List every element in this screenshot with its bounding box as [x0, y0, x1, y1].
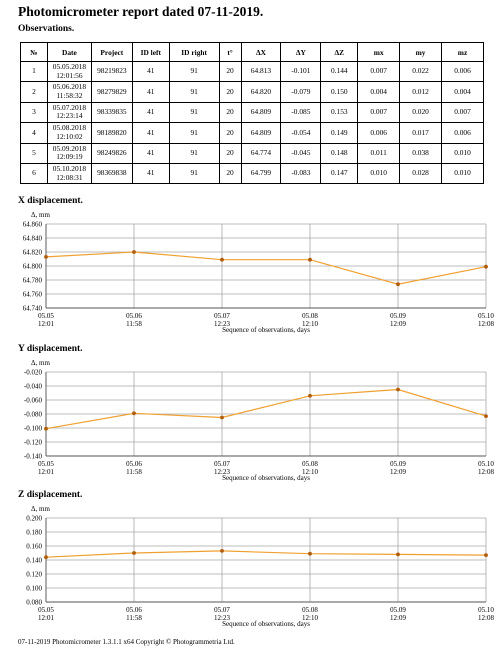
table-row [21, 62, 484, 82]
cell-date: 05.10.2018 12:08:31 [47, 163, 91, 183]
cell-my: 0.038 [400, 143, 442, 163]
x-tick-label: 05.06 [126, 606, 142, 614]
x-tick-label: 12:23 [214, 614, 230, 622]
x-tick-label: 12:09 [390, 614, 406, 622]
cell-dx: 64.820 [241, 82, 281, 102]
x-tick-label: 05.10 [478, 606, 494, 614]
cell-mz: 0.007 [442, 102, 484, 122]
cell-mx: 0.006 [358, 123, 400, 143]
y-tick-label: -0.040 [23, 382, 42, 391]
x-displacement-heading: X displacement. [18, 196, 83, 206]
cell-id-left: 41 [132, 123, 169, 143]
cell-mx: 0.004 [358, 82, 400, 102]
cell-id-right: 91 [169, 163, 219, 183]
x-tick-label: 05.06 [126, 460, 142, 468]
cell-mx: 0.007 [358, 102, 400, 122]
x-tick-label: 12:08 [478, 468, 494, 476]
cell-dx: 64.809 [241, 123, 281, 143]
y-tick-label: 0.200 [26, 514, 42, 523]
cell-id-right: 91 [169, 143, 219, 163]
x-axis-label: Sequence of observations, days [222, 474, 310, 482]
x-tick-label: 12:09 [390, 320, 406, 328]
cell-id-right: 91 [169, 102, 219, 122]
cell-project: 98279829 [91, 82, 132, 102]
y-tick-label: -0.120 [23, 438, 42, 447]
cell-dy: -0.085 [281, 102, 321, 122]
y-tick-label: 64.800 [22, 262, 42, 271]
x-axis-label: Sequence of observations, days [222, 326, 310, 334]
data-point [308, 258, 312, 262]
y-tick-label: 64.840 [22, 234, 42, 243]
cell-dy: -0.054 [281, 123, 321, 143]
cell-project: 98339835 [91, 102, 132, 122]
data-point [220, 549, 224, 553]
x-tick-label: 12:01 [38, 468, 54, 476]
cell-id-right: 91 [169, 123, 219, 143]
header-project: Project [91, 43, 132, 62]
y-tick-label: 64.780 [22, 276, 42, 285]
x-tick-label: 05.07 [214, 606, 230, 614]
x-tick-label: 05.08 [302, 460, 318, 468]
x-tick-label: 05.07 [214, 460, 230, 468]
data-point [396, 388, 400, 392]
x-axis-label: Sequence of observations, days [222, 620, 310, 628]
cell-temperature: 20 [219, 143, 241, 163]
x-tick-label: 12:23 [214, 468, 230, 476]
x-tick-label: 12:08 [478, 320, 494, 328]
y-tick-label: -0.140 [23, 452, 42, 461]
cell-mz: 0.006 [442, 62, 484, 82]
cell-mx: 0.011 [358, 143, 400, 163]
cell-dz: 0.148 [321, 143, 358, 163]
cell-id-left: 41 [132, 102, 169, 122]
y-displacement-heading: Y displacement. [18, 344, 83, 354]
y-tick-label: -0.060 [23, 396, 42, 405]
header-number: № [21, 43, 48, 62]
x-tick-label: 05.05 [38, 312, 54, 320]
cell-dz: 0.153 [321, 102, 358, 122]
x-tick-label: 12:01 [38, 320, 54, 328]
header-id-left: ID left [132, 43, 169, 62]
cell-number: 4 [21, 123, 48, 143]
x-tick-label: 05.08 [302, 312, 318, 320]
cell-id-right: 91 [169, 82, 219, 102]
data-point [396, 282, 400, 286]
cell-id-left: 41 [132, 163, 169, 183]
y-tick-label: 0.120 [26, 570, 42, 579]
cell-date: 05.05.2018 12:01:56 [47, 62, 91, 82]
cell-number: 1 [21, 62, 48, 82]
table-row [21, 163, 484, 183]
data-point [484, 265, 488, 269]
cell-number: 5 [21, 143, 48, 163]
observations-table [20, 42, 484, 184]
cell-mz: 0.006 [442, 123, 484, 143]
data-point [132, 250, 136, 254]
cell-number: 2 [21, 82, 48, 102]
header-dx: ΔX [241, 43, 281, 62]
x-tick-label: 05.10 [478, 460, 494, 468]
x-tick-label: 12:10 [302, 320, 318, 328]
cell-dy: -0.045 [281, 143, 321, 163]
header-dz: ΔZ [321, 43, 358, 62]
cell-id-left: 41 [132, 82, 169, 102]
x-displacement-chart [0, 206, 504, 346]
x-tick-label: 05.10 [478, 312, 494, 320]
table-row [21, 102, 484, 122]
z-displacement-heading: Z displacement. [18, 490, 83, 500]
cell-dy: -0.079 [281, 82, 321, 102]
cell-dy: -0.083 [281, 163, 321, 183]
x-tick-label: 05.05 [38, 460, 54, 468]
cell-temperature: 20 [219, 62, 241, 82]
cell-dx: 64.813 [241, 62, 281, 82]
header-date: Date [47, 43, 91, 62]
cell-id-right: 91 [169, 62, 219, 82]
x-tick-label: 11:58 [126, 468, 142, 476]
y-tick-label: -0.080 [23, 410, 42, 419]
data-point [220, 416, 224, 420]
cell-my: 0.017 [400, 123, 442, 143]
cell-my: 0.022 [400, 62, 442, 82]
report-title: Photomicrometer report dated 07-11-2019. [18, 4, 264, 19]
cell-dx: 64.809 [241, 102, 281, 122]
y-axis-label: Δ, mm [31, 211, 50, 219]
data-point [308, 552, 312, 556]
cell-mz: 0.010 [442, 163, 484, 183]
x-tick-label: 12:09 [390, 468, 406, 476]
x-tick-label: 05.09 [390, 312, 406, 320]
x-tick-label: 05.08 [302, 606, 318, 614]
y-axis-label: Δ, mm [31, 359, 50, 367]
cell-number: 3 [21, 102, 48, 122]
footer-copyright: 07-11-2019 Photomicrometer 1.3.1.1 x64 Copyright © Photogrammetria Ltd. [18, 638, 235, 646]
data-point [220, 258, 224, 262]
table-header-row [21, 43, 484, 62]
header-temperature: t° [219, 43, 241, 62]
y-tick-label: 64.740 [22, 304, 42, 313]
cell-temperature: 20 [219, 82, 241, 102]
y-tick-label: 0.100 [26, 584, 42, 593]
cell-id-left: 41 [132, 62, 169, 82]
y-tick-label: 0.080 [26, 598, 42, 607]
x-tick-label: 11:58 [126, 320, 142, 328]
cell-mx: 0.010 [358, 163, 400, 183]
cell-my: 0.012 [400, 82, 442, 102]
cell-mz: 0.004 [442, 82, 484, 102]
cell-id-left: 41 [132, 143, 169, 163]
x-tick-label: 12:10 [302, 468, 318, 476]
cell-dy: -0.101 [281, 62, 321, 82]
y-axis-label: Δ, mm [31, 505, 50, 513]
cell-dz: 0.144 [321, 62, 358, 82]
z-displacement-chart [0, 500, 504, 640]
data-point [44, 255, 48, 259]
cell-my: 0.020 [400, 102, 442, 122]
table-row [21, 82, 484, 102]
data-point [484, 414, 488, 418]
header-id-right: ID right [169, 43, 219, 62]
cell-date: 05.07.2018 12:23:14 [47, 102, 91, 122]
data-point [44, 427, 48, 431]
table-body [21, 62, 484, 184]
cell-date: 05.08.2018 12:10:02 [47, 123, 91, 143]
y-tick-label: 64.820 [22, 248, 42, 257]
y-tick-label: 64.860 [22, 220, 42, 229]
data-point [396, 553, 400, 557]
x-tick-label: 12:01 [38, 614, 54, 622]
cell-date: 05.09.2018 12:09:19 [47, 143, 91, 163]
cell-dz: 0.150 [321, 82, 358, 102]
data-point [308, 394, 312, 398]
x-tick-label: 11:58 [126, 614, 142, 622]
observations-heading: Observations. [18, 24, 75, 34]
y-tick-label: 0.160 [26, 542, 42, 551]
cell-my: 0.028 [400, 163, 442, 183]
x-tick-label: 05.09 [390, 606, 406, 614]
x-tick-label: 05.09 [390, 460, 406, 468]
cell-mx: 0.007 [358, 62, 400, 82]
header-mz: mz [442, 43, 484, 62]
cell-dz: 0.149 [321, 123, 358, 143]
header-mx: mx [358, 43, 400, 62]
cell-temperature: 20 [219, 102, 241, 122]
cell-dx: 64.774 [241, 143, 281, 163]
series-line [46, 390, 486, 429]
x-tick-label: 05.06 [126, 312, 142, 320]
x-tick-label: 12:08 [478, 614, 494, 622]
cell-project: 98369838 [91, 163, 132, 183]
cell-temperature: 20 [219, 123, 241, 143]
x-tick-label: 12:10 [302, 614, 318, 622]
cell-number: 6 [21, 163, 48, 183]
data-point [44, 555, 48, 559]
cell-project: 98219823 [91, 62, 132, 82]
cell-date: 05.06.2018 11:58:32 [47, 82, 91, 102]
cell-dz: 0.147 [321, 163, 358, 183]
data-point [132, 411, 136, 415]
table-row [21, 143, 484, 163]
y-tick-label: -0.020 [23, 368, 42, 377]
table-row [21, 123, 484, 143]
data-point [132, 551, 136, 555]
x-tick-label: 05.07 [214, 312, 230, 320]
cell-mz: 0.010 [442, 143, 484, 163]
y-tick-label: 0.180 [26, 528, 42, 537]
y-tick-label: -0.100 [23, 424, 42, 433]
header-dy: ΔY [281, 43, 321, 62]
y-tick-label: 64.760 [22, 290, 42, 299]
header-my: my [400, 43, 442, 62]
cell-dx: 64.799 [241, 163, 281, 183]
cell-project: 98189820 [91, 123, 132, 143]
data-point [484, 553, 488, 557]
y-displacement-chart [0, 354, 504, 494]
x-tick-label: 12:23 [214, 320, 230, 328]
y-tick-label: 0.140 [26, 556, 42, 565]
series-line [46, 551, 486, 557]
x-tick-label: 05.05 [38, 606, 54, 614]
cell-project: 98249826 [91, 143, 132, 163]
series-line [46, 252, 486, 284]
cell-temperature: 20 [219, 163, 241, 183]
